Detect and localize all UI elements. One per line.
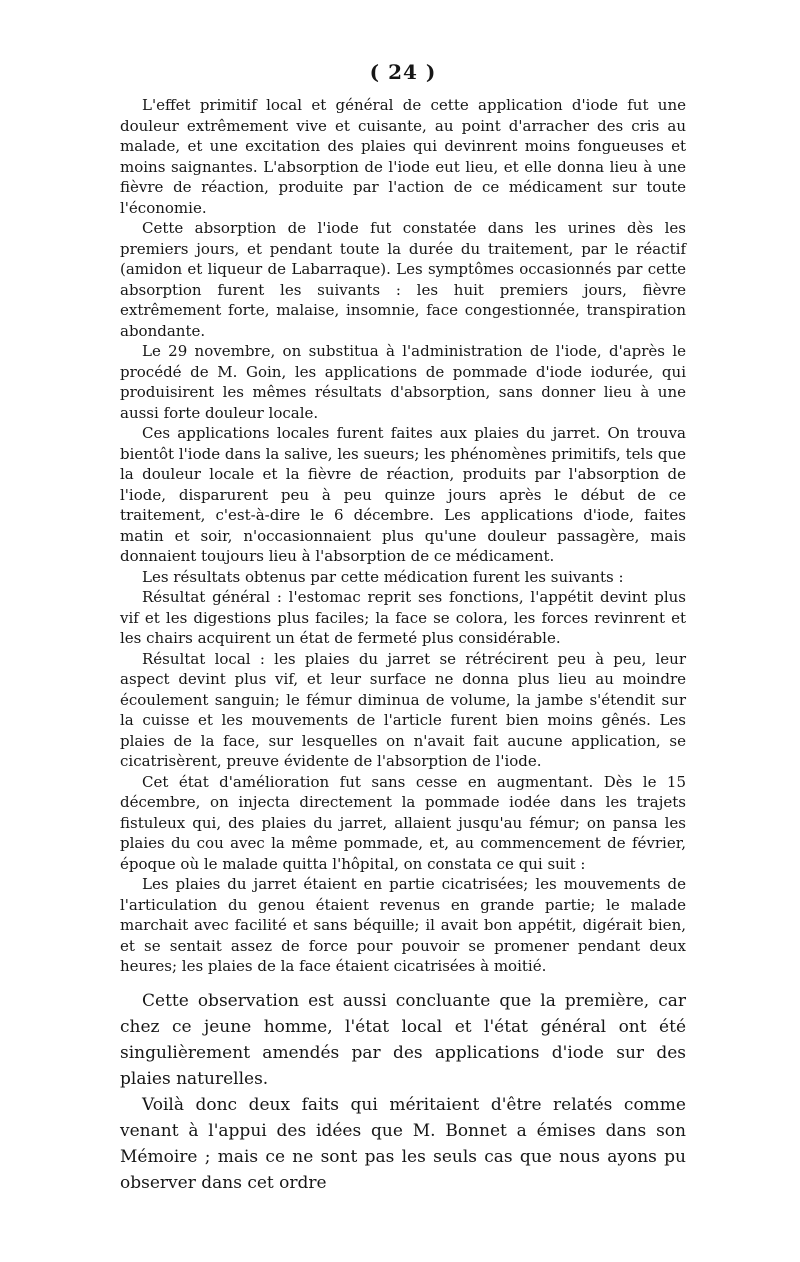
paragraph-10: Cette observation est aussi concluante que la première, car chez ce jeune homme, l'état local et l'état général ont été singulièrement amendés par des applications d'iode sur des plaies naturelles. [120,991,686,1089]
paragraph-11: Voilà donc deux faits qui méritaient d'être relatés comme venant à l'appui des idées que M. Bonnet a émises dans son Mémoire ; mais ce ne sont pas les seuls cas que nous ayons pu observer dans cet ordre [120,1095,686,1193]
paragraph-7: Résultat local : les plaies du jarret se rétrécirent peu à peu, leur aspect devint plus vif, et leur surface ne donna plus lieu au moindre écoulement sanguin; le fémur diminua de volume, la jambe s'étendit sur la cuisse et les mouvements de l'article furent bien moins gênés. Les plaies de la face, sur lesquelles on n'avait fait aucune application, se cicatrisèrent, preuve évidente de l'absorption de l'iode. [120,649,686,770]
main-text-block [120,95,686,977]
paragraph-5: Les résultats obtenus par cette médication furent les suivants : [142,567,624,586]
paragraph-2: Cette absorption de l'iode fut constatée dans les urines dès les premiers jours, et pendant toute la durée du traitement, par le réactif (amidon et liqueur de Labarraque). Les symptômes occasionnés par cette absorption furent les suivants : les huit premiers jours, fièvre extrêmement forte, malaise, insomnie, face congestionnée, transpiration abondante. [120,219,686,340]
conclusion-text-block [120,988,686,1196]
paragraph-9: Les plaies du jarret étaient en partie cicatrisées; les mouvements de l'articulation du genou étaient revenus en grande partie; le malade marchait avec facilité et sans béquille; il avait bon appétit, digérait bien, et se sentait assez de force pour pouvoir se promener pendant deux heures; les plaies de la face étaient cicatrisées à moitié. [120,875,686,975]
paragraph-6: Résultat général : l'estomac reprit ses fonctions, l'appétit devint plus vif et les digestions plus faciles; la face se colora, les forces revinrent et les chairs acquirent un état de fermeté plus considérable. [120,588,686,647]
page-number: ( 24 ) [369,60,437,84]
paragraph-3: Le 29 novembre, on substitua à l'administration de l'iode, d'après le procédé de M. Goin, les applications de pommade d'iode iodurée, qui produisirent les mêmes résultats d'absorption, sans donner lieu à une aussi forte douleur locale. [120,342,686,422]
paragraph-1: L'effet primitif local et général de cette application d'iode fut une douleur extrêmement vive et cuisante, au point d'arracher des cris au malade, et une excitation des plaies qui devinrent moins fongueuses et moins saignantes. L'absorption de l'iode eut lieu, et elle donna lieu à une fièvre de réaction, produite par l'action de ce médicament sur toute l'économie. [120,96,686,217]
paragraph-8: Cet état d'amélioration fut sans cesse en augmentant. Dès le 15 décembre, on injecta directement la pommade iodée dans les trajets fistuleux qui, des plaies du jarret, allaient jusqu'au fémur; on pansa les plaies du cou avec la même pommade, et, au commencement de février, époque où le malade quitta l'hôpital, on constata ce qui suit : [120,772,686,873]
paragraph-4: Ces applications locales furent faites aux plaies du jarret. On trouva bientôt l'iode dans la salive, les sueurs; les phénomènes primitifs, tels que la douleur locale et la fièvre de réaction, produits par l'absorption de l'iode, disparurent peu à peu quinze jours après le début de ce traitement, c'est-à-dire le 6 décembre. Les applications d'iode, faites matin et soir, n'occasionnaient plus qu'une douleur passagère, mais donnaient toujours lieu à l'absorption de ce médicament. [120,424,686,565]
